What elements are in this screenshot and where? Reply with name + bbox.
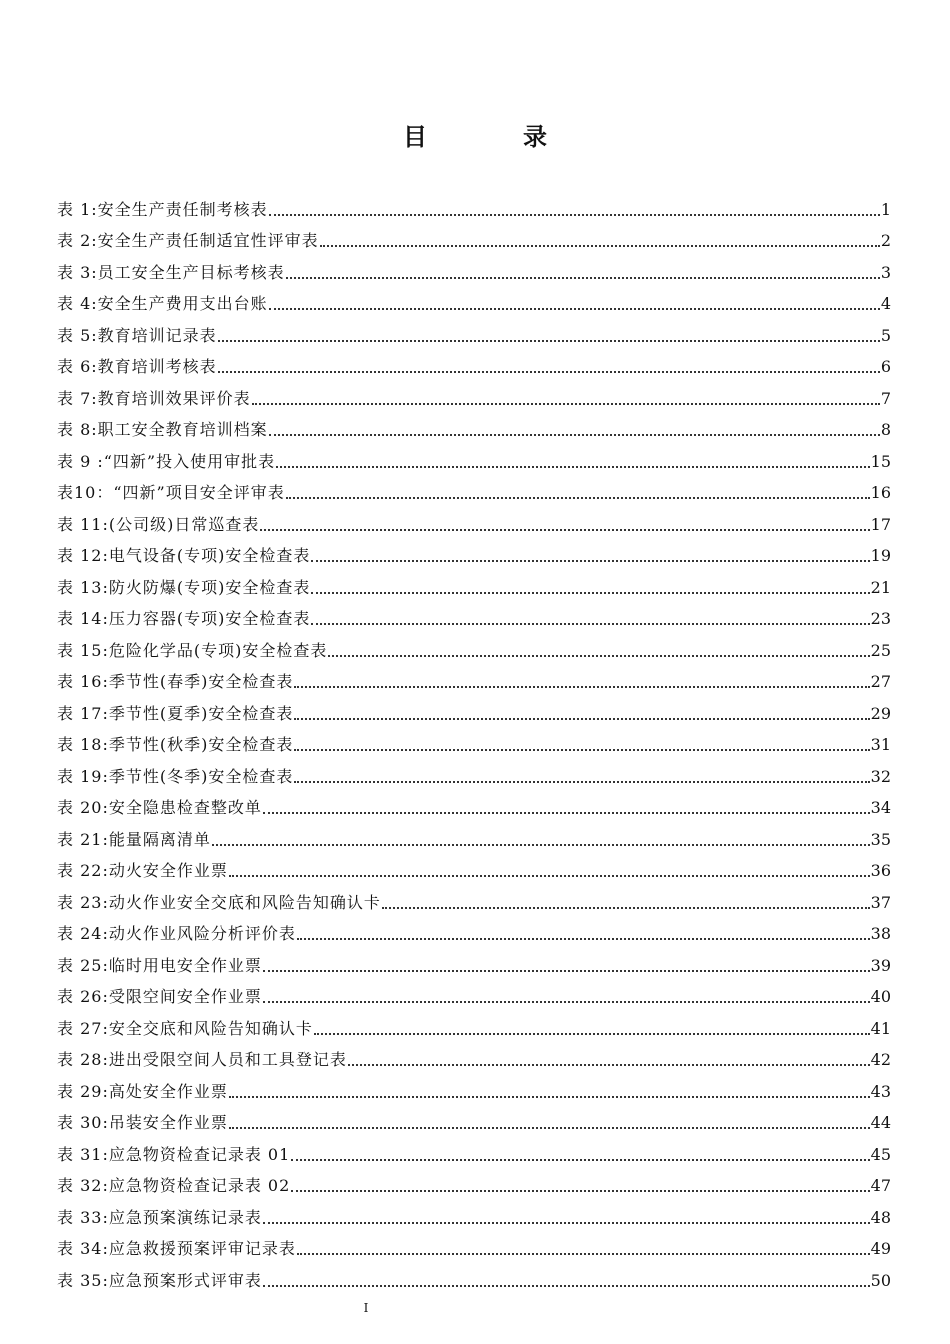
toc-entry-page-number: 2 bbox=[880, 231, 891, 250]
toc-entry[interactable] bbox=[57, 377, 891, 409]
toc-entry-page-number: 3 bbox=[880, 262, 891, 282]
toc-entry[interactable] bbox=[57, 629, 891, 661]
toc-entry-page-number: 6 bbox=[880, 357, 891, 376]
toc-dot-leader bbox=[291, 1159, 869, 1161]
toc-dot-leader bbox=[263, 1001, 870, 1003]
toc-entry-page-number: 17 bbox=[870, 514, 891, 534]
toc-entry-label: 表 1:安全生产责任制考核表 bbox=[57, 199, 268, 219]
toc-entry-label: 表 13:防火防爆(专项)安全检查表 bbox=[57, 577, 311, 597]
toc-dot-leader bbox=[294, 718, 869, 720]
page-number: I bbox=[363, 1301, 369, 1315]
toc-dot-leader bbox=[311, 592, 869, 594]
toc-dot-leader bbox=[294, 749, 869, 751]
toc-entry[interactable] bbox=[57, 283, 891, 315]
toc-entry-label: 表 9 :“四新”投入使用审批表 bbox=[57, 451, 276, 471]
toc-entry-label: 表 17:季节性(夏季)安全检查表 bbox=[57, 703, 294, 723]
toc-dot-leader bbox=[328, 655, 869, 657]
toc-entry[interactable] bbox=[57, 472, 891, 504]
toc-entry-label: 表 21:能量隔离清单 bbox=[57, 829, 211, 849]
toc-entry-label: 表 11:(公司级)日常巡查表 bbox=[57, 514, 260, 534]
toc-entry[interactable] bbox=[57, 314, 891, 346]
toc-entry[interactable] bbox=[57, 188, 891, 220]
toc-entry-page-number: 32 bbox=[870, 766, 891, 786]
toc-entry-label: 表 23:动火作业安全交底和风险告知确认卡 bbox=[57, 892, 381, 912]
toc-entry-label: 表 8:职工安全教育培训档案 bbox=[57, 420, 268, 439]
toc-dot-leader bbox=[311, 623, 869, 625]
toc-entry-page-number: 47 bbox=[870, 1176, 891, 1195]
toc-dot-leader bbox=[260, 529, 869, 531]
toc-dot-leader bbox=[269, 434, 880, 436]
toc-entry-page-number: 29 bbox=[870, 703, 891, 723]
toc-dot-leader bbox=[252, 403, 880, 405]
toc-entry-label: 表 26:受限空间安全作业票 bbox=[57, 987, 262, 1006]
toc-entry-label: 表 4:安全生产费用支出台账 bbox=[57, 294, 268, 313]
toc-entry-page-number: 43 bbox=[870, 1081, 891, 1101]
toc-dot-leader bbox=[291, 1190, 869, 1192]
toc-entry-label: 表 3:员工安全生产目标考核表 bbox=[57, 262, 285, 282]
toc-entry-page-number: 7 bbox=[880, 388, 891, 408]
toc-entry-label: 表 29:高处安全作业票 bbox=[57, 1081, 228, 1101]
toc-entry-page-number: 45 bbox=[870, 1144, 891, 1164]
toc-entry-label: 表 27:安全交底和风险告知确认卡 bbox=[57, 1018, 313, 1038]
toc-entry-label: 表 12:电气设备(专项)安全检查表 bbox=[57, 546, 311, 565]
toc-entry[interactable] bbox=[57, 251, 891, 283]
page-title: 目 录 bbox=[403, 122, 583, 151]
toc-entry[interactable] bbox=[57, 1259, 891, 1291]
toc-entry[interactable] bbox=[57, 1102, 891, 1134]
toc-entry-page-number: 8 bbox=[880, 420, 891, 439]
toc-entry-page-number: 1 bbox=[880, 199, 891, 219]
toc-entry[interactable] bbox=[57, 1196, 891, 1228]
toc-dot-leader bbox=[348, 1064, 870, 1066]
toc-entry-page-number: 5 bbox=[880, 325, 891, 345]
toc-entry[interactable] bbox=[57, 850, 891, 882]
toc-entry-label: 表 14:压力容器(专项)安全检查表 bbox=[57, 609, 311, 628]
toc-entry-page-number: 16 bbox=[870, 483, 891, 502]
toc-entry[interactable] bbox=[57, 566, 891, 598]
toc-dot-leader bbox=[294, 781, 869, 783]
toc-dot-leader bbox=[218, 371, 880, 373]
toc-entry-label: 表 24:动火作业风险分析评价表 bbox=[57, 924, 296, 943]
toc-entry[interactable] bbox=[57, 346, 891, 378]
toc-entry-label: 表 19:季节性(冬季)安全检查表 bbox=[57, 766, 294, 786]
toc-dot-leader bbox=[229, 1127, 870, 1129]
toc-entry-label: 表 31:应急物资检查记录表 01 bbox=[57, 1144, 291, 1164]
toc-entry-page-number: 31 bbox=[870, 735, 891, 754]
toc-dot-leader bbox=[212, 844, 870, 846]
toc-entry[interactable] bbox=[57, 535, 891, 567]
toc-dot-leader bbox=[263, 812, 870, 814]
toc-entry[interactable] bbox=[57, 944, 891, 976]
toc-dot-leader bbox=[269, 308, 880, 310]
toc-entry[interactable] bbox=[57, 976, 891, 1008]
toc-entry-page-number: 36 bbox=[870, 861, 891, 880]
toc-dot-leader bbox=[286, 277, 880, 279]
toc-entry-page-number: 39 bbox=[870, 955, 891, 975]
toc-entry[interactable] bbox=[57, 692, 891, 724]
toc-entry-page-number: 42 bbox=[870, 1050, 891, 1069]
toc-entry-label: 表 28:进出受限空间人员和工具登记表 bbox=[57, 1050, 347, 1069]
toc-entry-page-number: 34 bbox=[870, 798, 891, 817]
toc-dot-leader bbox=[269, 214, 880, 216]
toc-entry-label: 表 34:应急救援预案评审记录表 bbox=[57, 1239, 296, 1258]
toc-entry[interactable] bbox=[57, 1070, 891, 1102]
toc-entry-label: 表 5:教育培训记录表 bbox=[57, 325, 217, 345]
toc-entry-label: 表 16:季节性(春季)安全检查表 bbox=[57, 672, 294, 691]
toc-entry[interactable] bbox=[57, 724, 891, 756]
toc-entry[interactable] bbox=[57, 818, 891, 850]
toc-entry-page-number: 38 bbox=[870, 924, 891, 943]
toc-entry[interactable] bbox=[57, 1228, 891, 1260]
toc-entry-page-number: 44 bbox=[870, 1113, 891, 1132]
toc-entry-page-number: 4 bbox=[880, 294, 891, 313]
toc-entry-page-number: 27 bbox=[870, 672, 891, 691]
toc-dot-leader bbox=[294, 686, 869, 688]
toc-entry[interactable] bbox=[57, 913, 891, 945]
toc-dot-leader bbox=[263, 1285, 870, 1287]
toc-entry-page-number: 21 bbox=[870, 577, 891, 597]
toc-entry-page-number: 19 bbox=[870, 546, 891, 565]
toc-entry-page-number: 50 bbox=[870, 1270, 891, 1290]
toc-entry[interactable] bbox=[57, 220, 891, 252]
toc-entry-label: 表 22:动火安全作业票 bbox=[57, 861, 228, 880]
toc-entry-page-number: 48 bbox=[870, 1207, 891, 1227]
toc-entry-label: 表 15:危险化学品(专项)安全检查表 bbox=[57, 640, 328, 660]
toc-entry-page-number: 41 bbox=[870, 1018, 891, 1038]
toc-entry[interactable] bbox=[57, 1007, 891, 1039]
toc-entry-label: 表 20:安全隐患检查整改单 bbox=[57, 798, 262, 817]
toc-entry-label: 表 6:教育培训考核表 bbox=[57, 357, 217, 376]
toc-entry[interactable] bbox=[57, 598, 891, 630]
toc-dot-leader bbox=[229, 1096, 870, 1098]
toc-entry-page-number: 23 bbox=[870, 609, 891, 628]
toc-entry[interactable] bbox=[57, 1133, 891, 1165]
toc-entry[interactable] bbox=[57, 440, 891, 472]
toc-entry[interactable] bbox=[57, 1165, 891, 1197]
toc-dot-leader bbox=[276, 466, 870, 468]
toc-dot-leader bbox=[320, 245, 880, 247]
toc-entry[interactable] bbox=[57, 881, 891, 913]
toc-dot-leader bbox=[229, 875, 870, 877]
toc-entry-label: 表 7:教育培训效果评价表 bbox=[57, 388, 251, 408]
toc-dot-leader bbox=[314, 1033, 870, 1035]
toc-entry[interactable] bbox=[57, 409, 891, 441]
toc-entry[interactable] bbox=[57, 787, 891, 819]
toc-entry-label: 表 30:吊装安全作业票 bbox=[57, 1113, 228, 1132]
toc-dot-leader bbox=[286, 497, 870, 499]
toc-entry-label: 表10：“四新”项目安全评审表 bbox=[57, 483, 285, 502]
toc-dot-leader bbox=[263, 1222, 870, 1224]
toc-entry-page-number: 49 bbox=[870, 1239, 891, 1258]
toc-entry[interactable] bbox=[57, 503, 891, 535]
toc-entry-label: 表 18:季节性(秋季)安全检查表 bbox=[57, 735, 294, 754]
toc-entry[interactable] bbox=[57, 1039, 891, 1071]
toc-entry-label: 表 32:应急物资检查记录表 02 bbox=[57, 1176, 291, 1195]
toc-entry-page-number: 35 bbox=[870, 829, 891, 849]
toc-entry[interactable] bbox=[57, 661, 891, 693]
toc-dot-leader bbox=[218, 340, 880, 342]
toc-dot-leader bbox=[263, 970, 870, 972]
toc-entry[interactable] bbox=[57, 755, 891, 787]
toc-entry-label: 表 35:应急预案形式评审表 bbox=[57, 1270, 262, 1290]
toc-entry-page-number: 25 bbox=[870, 640, 891, 660]
toc-dot-leader bbox=[382, 907, 870, 909]
toc-entry-label: 表 25:临时用电安全作业票 bbox=[57, 955, 262, 975]
table-of-contents bbox=[57, 188, 891, 1291]
toc-entry-page-number: 15 bbox=[870, 451, 891, 471]
toc-entry-page-number: 37 bbox=[870, 892, 891, 912]
toc-dot-leader bbox=[297, 938, 870, 940]
toc-entry-label: 表 2:安全生产责任制适宜性评审表 bbox=[57, 231, 319, 250]
toc-dot-leader bbox=[297, 1253, 870, 1255]
toc-dot-leader bbox=[311, 560, 869, 562]
toc-entry-page-number: 40 bbox=[870, 987, 891, 1006]
toc-entry-label: 表 33:应急预案演练记录表 bbox=[57, 1207, 262, 1227]
